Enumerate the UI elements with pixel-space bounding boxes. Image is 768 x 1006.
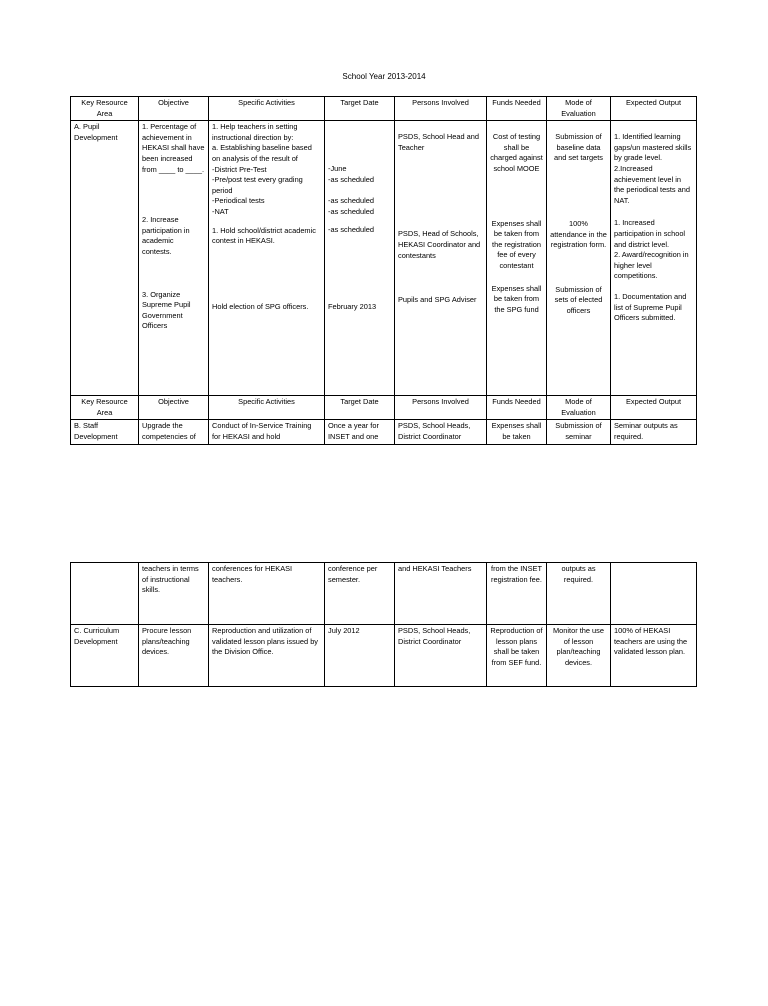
cell-target-date: July 2012	[325, 625, 395, 687]
cell-expected-output: Seminar outputs as required.	[611, 420, 697, 444]
cell-key-resource-area: B. Staff Development	[71, 420, 139, 444]
funds-2: Expenses shall be taken from the registration fee of every contestant	[491, 218, 542, 270]
cell-mode-of-evaluation: Submission of seminar	[547, 420, 611, 444]
action-plan-table-page-2	[70, 562, 697, 687]
header-expected-output: Expected Output	[611, 97, 697, 121]
header-key-resource-area: Key Resource Area	[71, 97, 139, 121]
cell-objective: Procure lesson plans/teaching devices.	[139, 625, 209, 687]
cell-specific-activities: Reproduction and utilization of validated lesson plans issued by the Division Office.	[209, 625, 325, 687]
table-row-staff-development	[71, 420, 697, 444]
table-row-curriculum-development	[71, 625, 697, 687]
funds-3: Expenses shall be taken from the SPG fund	[491, 283, 542, 314]
header-target-date: Target Date	[325, 97, 395, 121]
header-key-resource-area: Key Resource Area	[71, 396, 139, 420]
objective-2: 2. Increase participation in academic contests.	[142, 215, 190, 256]
cell-mode-of-evaluation	[547, 121, 611, 396]
cell-persons-involved	[395, 121, 487, 396]
document-title: School Year 2013-2014	[342, 72, 426, 81]
header-persons-involved: Persons Involved	[395, 396, 487, 420]
cell-specific-activities	[209, 121, 325, 396]
output-3: 1. Documentation and list of Supreme Pupil Officers submitted.	[614, 291, 687, 323]
header-objective: Objective	[139, 396, 209, 420]
header-mode-of-evaluation: Mode of Evaluation	[547, 97, 611, 121]
header-persons-involved: Persons Involved	[395, 97, 487, 121]
target-1: -June -as scheduled -as scheduled -as scheduled	[328, 164, 375, 216]
cell-expected-output	[611, 563, 697, 625]
cell-funds-needed: from the INSET registration fee.	[487, 563, 547, 625]
cell-expected-output	[611, 121, 697, 396]
cell-objective: teachers in terms of instructional skills.	[139, 563, 209, 625]
cell-persons-involved: and HEKASI Teachers	[395, 563, 487, 625]
funds-1: Cost of testing shall be charged against school MOOE	[490, 132, 543, 173]
table-header-row-repeat	[71, 396, 697, 420]
header-funds-needed: Funds Needed	[487, 97, 547, 121]
cell-persons-involved: PSDS, School Heads, District Coordinator	[395, 420, 487, 444]
header-specific-activities: Specific Activities	[209, 97, 325, 121]
mode-2: 100% attendance in the registration form.	[550, 218, 607, 250]
objective-3: 3. Organize Supreme Pupil Government Officers	[142, 289, 191, 331]
cell-objective	[139, 121, 209, 396]
table-header-row	[71, 97, 697, 121]
header-mode-of-evaluation: Mode of Evaluation	[547, 396, 611, 420]
activities-2: 1. Hold school/district academic contest in HEKASI.	[212, 225, 316, 246]
table-row-staff-development-continued	[71, 563, 697, 625]
cell-target-date	[325, 121, 395, 396]
persons-1: PSDS, School Head and Teacher	[398, 132, 479, 152]
persons-2: PSDS, Head of Schools, HEKASI Coordinator and contestants	[398, 229, 481, 260]
header-specific-activities: Specific Activities	[209, 396, 325, 420]
cell-specific-activities: conferences for HEKASI teachers.	[209, 563, 325, 625]
table-row-pupil-development	[71, 121, 697, 396]
persons-3: Pupils and SPG Adviser	[398, 295, 477, 305]
output-2: 1. Increased participation in school and district level. 2. Award/recognition in higher level competitions.	[614, 218, 689, 281]
cell-key-resource-area	[71, 121, 139, 396]
header-funds-needed: Funds Needed	[487, 396, 547, 420]
mode-1: Submission of baseline data and set targets	[554, 132, 603, 163]
output-1: 1. Identified learning gaps/un mastered skills by grade level. 2.Increased achievement level in the periodical tests and NAT.	[614, 132, 692, 205]
activities-3: Hold election of SPG officers.	[212, 301, 309, 311]
cell-key-resource-area: C. Curriculum Development	[71, 625, 139, 687]
header-expected-output: Expected Output	[611, 396, 697, 420]
action-plan-table-page-1	[70, 96, 697, 445]
cell-objective: Upgrade the competencies of	[139, 420, 209, 444]
target-2: -as scheduled	[328, 225, 375, 235]
area-label: A. Pupil Development	[74, 122, 118, 142]
cell-target-date: Once a year for INSET and one	[325, 420, 395, 444]
target-3: February 2013	[328, 301, 377, 311]
cell-mode-of-evaluation: Monitor the use of lesson plan/teaching devices.	[547, 625, 611, 687]
header-objective: Objective	[139, 97, 209, 121]
mode-3: Submission of sets of elected officers	[554, 284, 603, 315]
cell-persons-involved: PSDS, School Heads, District Coordinator	[395, 625, 487, 687]
cell-specific-activities: Conduct of In-Service Training for HEKASI and hold	[209, 420, 325, 444]
cell-target-date: conference per semester.	[325, 563, 395, 625]
cell-expected-output: 100% of HEKASI teachers are using the validated lesson plan.	[611, 625, 697, 687]
cell-funds-needed	[487, 121, 547, 396]
cell-key-resource-area	[71, 563, 139, 625]
header-target-date: Target Date	[325, 396, 395, 420]
activities-1: 1. Help teachers in setting instructional direction by: a. Establishing baseline based on analysis of the result of -District Pre-Test -Pre/post test every grading period -Periodical tests -NAT	[212, 122, 312, 216]
cell-mode-of-evaluation: outputs as required.	[547, 563, 611, 625]
cell-funds-needed: Expenses shall be taken	[487, 420, 547, 444]
objective-1: 1. Percentage of achievement in HEKASI shall have been increased from ____ to ____.	[142, 122, 205, 174]
cell-funds-needed: Reproduction of lesson plans shall be taken from SEF fund.	[487, 625, 547, 687]
